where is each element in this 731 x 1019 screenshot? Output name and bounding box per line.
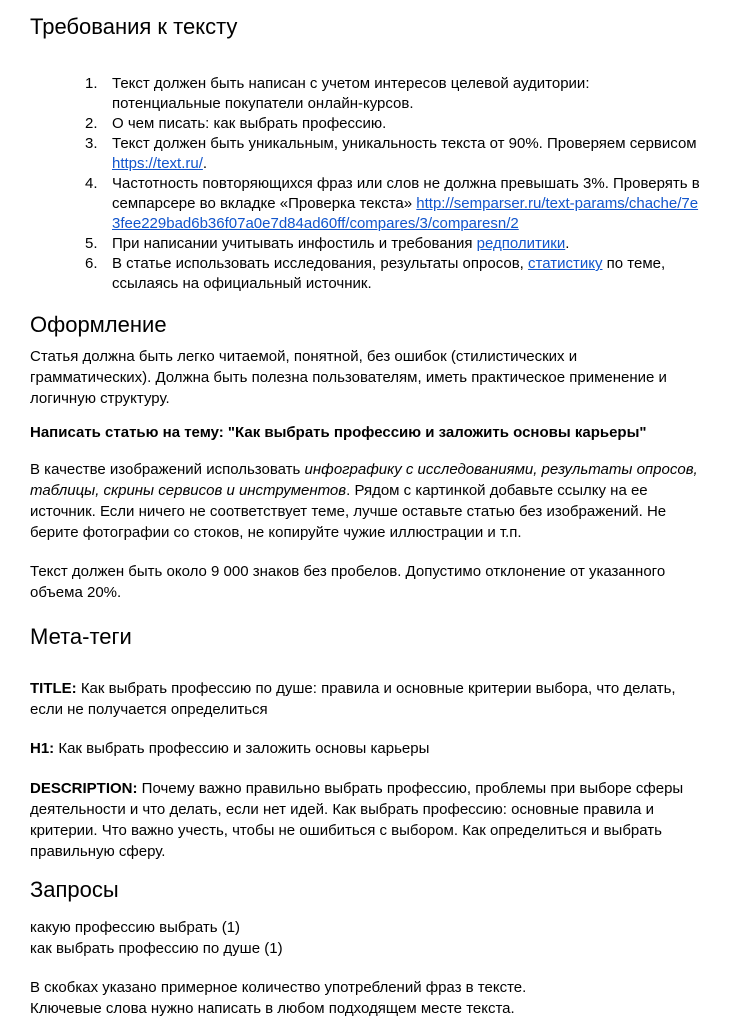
title-value: Как выбрать профессию по душе: правила и основные критерии выбора, что делать, если не получается определиться bbox=[30, 680, 676, 718]
requirement-item-6 bbox=[112, 254, 701, 294]
images-guideline-italic-text: инфографику с исследованиями, результаты опросов, таблицы, скрины сервисов и инструментов bbox=[30, 461, 698, 499]
requirement-text: При написании учитывать инфостиль и требования bbox=[112, 235, 477, 252]
meta-h1-paragraph bbox=[30, 738, 701, 759]
section-heading-meta-tags: Мета-теги bbox=[30, 624, 132, 649]
query-item-1: какую профессию выбрать (1) bbox=[30, 919, 241, 936]
length-guideline-paragraph: Текст должен быть около 9 000 знаков без пробелов. Допустимо отклонение от указанного объема 20%. bbox=[30, 563, 666, 601]
h1-value: Как выбрать профессию и заложить основы карьеры bbox=[54, 740, 430, 757]
queries-note-line-2: Ключевые слова нужно написать в любом подходящем месте текста. bbox=[30, 1000, 515, 1017]
requirement-item-1 bbox=[112, 74, 701, 114]
semparser-link[interactable]: http://semparser.ru/text-params/chache/7e3fee229bad6b36f07a0e7d84ad60ff/compares/3/comparesn/2 bbox=[112, 195, 699, 232]
requirement-text: Текст должен быть уникальным, уникальность текста от 90%. Проверяем сервисом bbox=[112, 135, 697, 152]
meta-description-paragraph bbox=[30, 778, 701, 862]
requirement-text: Текст должен быть написан с учетом интересов целевой аудитории: потенциальные покупатели онлайн-курсов. bbox=[112, 75, 590, 112]
images-guideline-text: В качестве изображений использовать bbox=[30, 461, 305, 478]
images-guideline-text: . Рядом с картинкой добавьте ссылку на ее источник. Если ничего не соответствует теме, лучше оставьте статью без изображений. Не берите фотографии со стоков, не копируйте чужие иллюстрации и т.п. bbox=[30, 482, 667, 541]
h1-label: H1: bbox=[30, 740, 55, 757]
requirement-text: . bbox=[202, 155, 208, 172]
requirement-text: Частотность повторяющихся фраз или слов не должна превышать 3%. Проверять в семпарсере во вкладке «Проверка текста» bbox=[112, 175, 700, 212]
requirement-text: О чем писать: как выбрать профессию. bbox=[112, 115, 387, 132]
requirement-text: В статье использовать исследования, результаты опросов, bbox=[112, 255, 529, 272]
text-ru-link[interactable]: https://text.ru/ bbox=[112, 155, 203, 172]
readability-paragraph: Статья должна быть легко читаемой, понятной, без ошибок (стилистических и грамматических). Должна быть полезна пользователям, иметь практическое применение и логичную структуру. bbox=[30, 348, 667, 407]
requirement-item-4 bbox=[112, 174, 701, 234]
requirements-list bbox=[30, 74, 701, 294]
requirement-item-3 bbox=[112, 134, 701, 174]
images-guideline-paragraph bbox=[30, 459, 701, 543]
section-heading-queries: Запросы bbox=[30, 877, 119, 902]
requirement-item-5 bbox=[112, 234, 701, 254]
statistics-link[interactable]: статистику bbox=[528, 255, 603, 272]
article-topic-line: Написать статью на тему: "Как выбрать профессию и заложить основы карьеры" bbox=[30, 424, 647, 441]
section-heading-text-requirements: Требования к тексту bbox=[30, 14, 238, 39]
requirement-item-2 bbox=[112, 114, 701, 134]
section-heading-formatting: Оформление bbox=[30, 312, 167, 337]
redpolicy-link[interactable]: редполитики bbox=[476, 235, 566, 252]
query-item-2: как выбрать профессию по душе (1) bbox=[30, 940, 283, 957]
meta-title-paragraph bbox=[30, 678, 701, 720]
description-label: DESCRIPTION: bbox=[30, 780, 138, 797]
description-value: Почему важно правильно выбрать профессию, проблемы при выборе сферы деятельности и что делать, если нет идей. Как выбрать профессию: основные правила и критерии. Что важно учесть, чтобы не ошибиться с выбором. Как определиться и выбрать правильную сферу. bbox=[30, 780, 684, 860]
queries-note bbox=[30, 977, 701, 1019]
requirement-text: . bbox=[565, 235, 570, 252]
queries-note-line-1: В скобках указано примерное количество употреблений фраз в тексте. bbox=[30, 979, 527, 996]
title-label: TITLE: bbox=[30, 680, 77, 697]
query-list bbox=[30, 917, 701, 959]
requirement-text: по теме, ссылаясь на официальный источник. bbox=[112, 255, 666, 292]
